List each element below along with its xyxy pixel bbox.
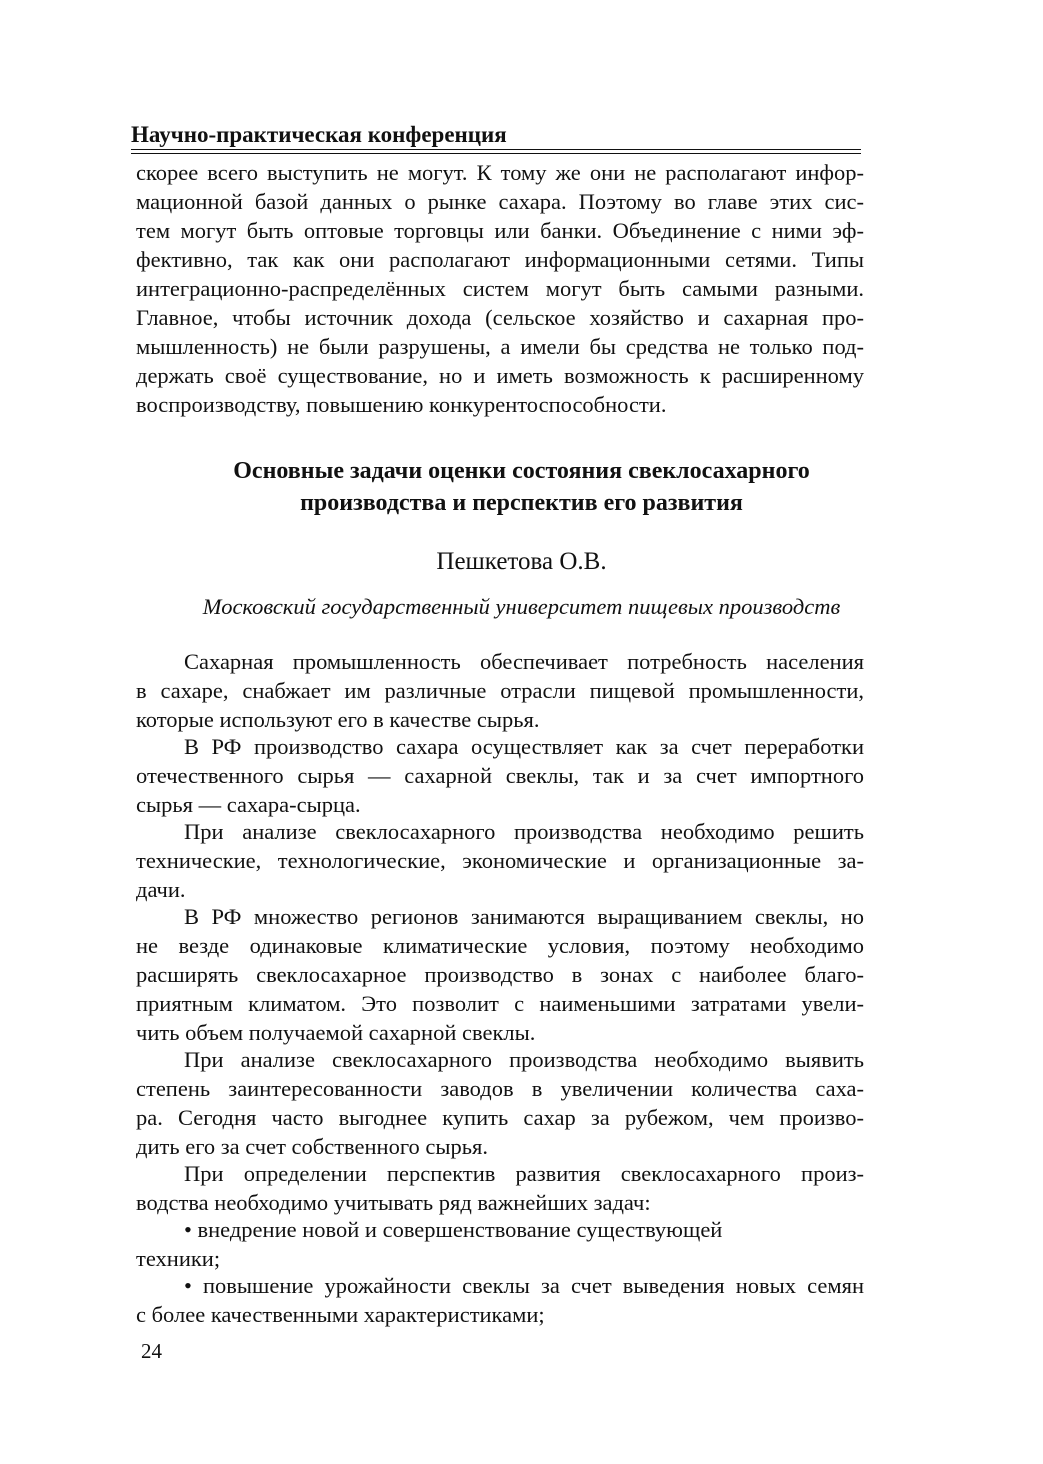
article-title-line-1: Основные задачи оценки состояния свеклосахарного (233, 458, 810, 484)
article-author: Пешкетова О.В. (436, 548, 607, 575)
text-line: При определении перспектив развития свеклосахарного произ- (184, 1161, 864, 1186)
bullet-item-line: • внедрение новой и совершенствование существующей (184, 1217, 723, 1242)
text-line: Сахарная промышленность обеспечивает потребность населения (184, 649, 864, 674)
text-line: скорее всего выступить не могут. К тому же они не располагают инфор- (136, 160, 864, 185)
text-line: мационной базой данных о рынке сахара. Поэтому во главе этих сис- (136, 189, 864, 214)
text-line: степень заинтересованности заводов в увеличении количества саха- (136, 1076, 864, 1101)
text-line: не везде одинаковые климатические условия, поэтому необходимо (136, 933, 864, 958)
text-line: чить объем получаемой сахарной свеклы. (136, 1020, 536, 1045)
text-line: дачи. (136, 877, 186, 902)
text-line: В РФ множество регионов занимаются выращиванием свеклы, но (184, 904, 864, 929)
text-line: расширять свеклосахарное производство в зонах с наиболее благо- (136, 962, 864, 987)
text-line: держать своё существование, но и иметь возможность к расширенному (136, 363, 864, 388)
text-line: Главное, чтобы источник дохода (сельское хозяйство и сахарная про- (136, 305, 864, 330)
text-line: водства необходимо учитывать ряд важнейших задач: (136, 1190, 651, 1215)
text-line: интеграционно-распределённых систем могут быть самыми разными. (136, 276, 864, 301)
text-line: В РФ производство сахара осуществляет как за счет переработки (184, 734, 864, 759)
article-affiliation: Московский государственный университет пищевых производств (202, 594, 841, 619)
bullet-item-line: техники; (136, 1246, 221, 1271)
text-line: воспроизводству, повышению конкурентоспособности. (136, 392, 667, 417)
page-number: 24 (141, 1339, 162, 1363)
header-rule-top (131, 149, 861, 150)
text-line: которые используют его в качестве сырья. (136, 707, 540, 732)
bullet-item-line: с более качественными характеристиками; (136, 1302, 545, 1327)
text-line: в сахаре, снабжает им различные отрасли пищевой промышленности, (136, 678, 864, 703)
running-header: Научно-практическая конференция (131, 122, 507, 147)
bullet-item-line: • повышение урожайности свеклы за счет выведения новых семян (184, 1273, 864, 1298)
text-line: тем могут быть оптовые торговцы или банки. Объединение с ними эф- (136, 218, 864, 243)
text-line: При анализе свеклосахарного производства необходимо выявить (184, 1047, 864, 1072)
text-line: отечественного сырья — сахарной свеклы, так и за счет импортного (136, 763, 864, 788)
text-line: дить его за счет собственного сырья. (136, 1134, 488, 1159)
text-line: ра. Сегодня часто выгоднее купить сахар за рубежом, чем произво- (136, 1105, 864, 1130)
text-line: приятным климатом. Это позволит с наименьшими затратами увели- (136, 991, 864, 1016)
text-line: мышленность) не были разрушены, а имели бы средства не только под- (136, 334, 864, 359)
article-title-line-2: производства и перспектив его развития (300, 490, 743, 516)
text-line: сырья — сахара-сырца. (136, 792, 361, 817)
text-line: технические, технологические, экономические и организационные за- (136, 848, 864, 873)
text-line: фективно, так как они располагают информационными сетями. Типы (136, 247, 864, 272)
header-rule-bottom (131, 153, 861, 154)
text-line: При анализе свеклосахарного производства необходимо решить (184, 819, 864, 844)
